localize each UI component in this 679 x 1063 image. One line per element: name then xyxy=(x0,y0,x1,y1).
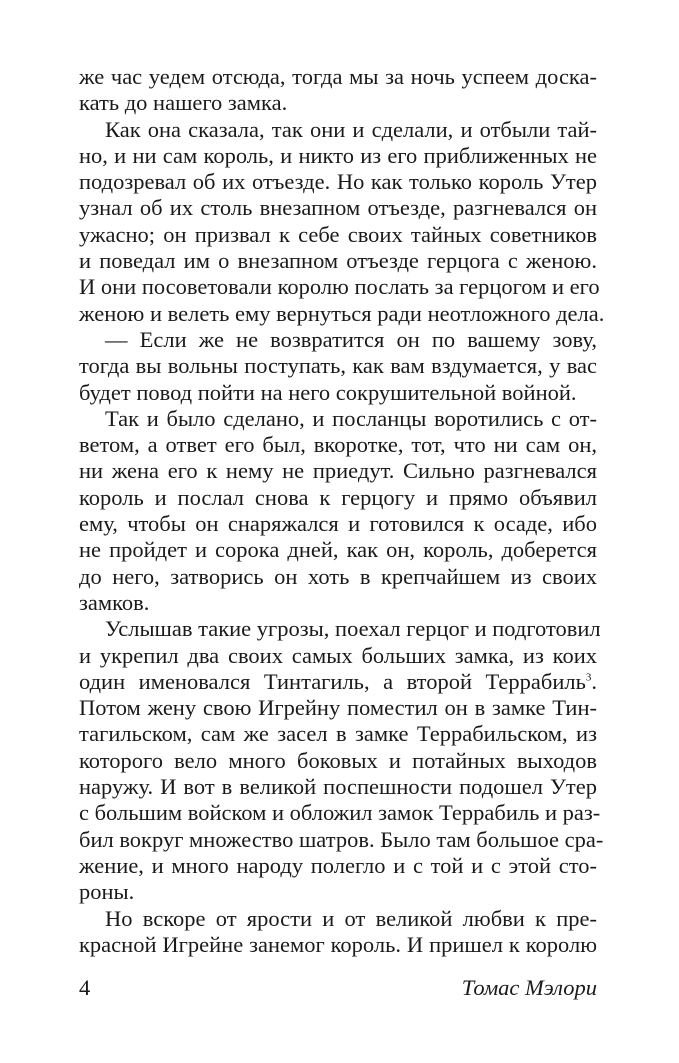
page-footer xyxy=(79,973,597,1003)
text-line: тогда вы вольны поступать, как вам вздумается, у вас xyxy=(79,353,597,379)
text-line: с большим войском и обложил замок Террабиль и раз- xyxy=(79,800,601,826)
paragraph-2 xyxy=(79,116,605,327)
text-line: Услышав такие угрозы, поехал герцог и подготовил xyxy=(105,616,601,642)
text-line: роны. xyxy=(79,879,135,905)
text-line: красной Игрейне занемог король. И пришел к королю xyxy=(79,931,597,957)
text-line: наружу. И вот в великой поспешности подошел Утер xyxy=(79,774,597,800)
text-line-with-footnote: один именовался Тинтагиль, а второй Террабиль$^3$. xyxy=(79,668,597,694)
paragraph-1 xyxy=(79,64,597,117)
text-line: Но вскоре от ярости и от великой любви к пре- xyxy=(105,905,597,931)
text-line: тагильском, сам же засел в замке Террабильском, из xyxy=(79,721,597,747)
text-line: до него, затворись он хоть в крепчайшем из своих xyxy=(79,563,597,589)
text-line: Так и было сделано, и посланцы воротились с от- xyxy=(105,405,597,431)
footnote-marker[interactable]: 3 xyxy=(585,671,592,684)
text-line: замков. xyxy=(79,589,150,615)
running-head-author: Томас Мэлори xyxy=(461,975,597,1000)
text-line: Как она сказала, так они и сделали, и отбыли тай- xyxy=(105,116,597,142)
text-line: будет повод пойти на него сокрушительной войной. xyxy=(79,379,577,405)
text-line: и укрепил два своих самых больших замка, из коих xyxy=(79,642,597,668)
text-line: же час уедем отсюда, тогда мы за ночь успеем доска- xyxy=(79,64,597,89)
text-line: ему, чтобы он снаряжался и готовился к осаде, ибо xyxy=(79,511,597,537)
text-line: Потом жену свою Игрейну поместил он в замке Тин- xyxy=(79,695,597,721)
text-line: И они посоветовали королю послать за герцогом и его xyxy=(79,274,600,300)
text-line: — Если же не возвратится он по вашему зову, xyxy=(105,326,597,352)
text-line: бил вокруг множество шатров. Было там большое сра- xyxy=(79,826,604,852)
page-body xyxy=(79,64,605,958)
text-line: и поведал им о внезапном отъезде герцога с женою. xyxy=(79,248,597,274)
page-number: 4 xyxy=(79,975,91,1000)
text-line: которого вело много боковых и потайных выходов xyxy=(79,747,597,773)
text-line: подозревал об их отъезде. Но как только король Утер xyxy=(79,169,597,195)
text-line: ужасно; он призвал к себе своих тайных советников xyxy=(79,221,597,247)
text-line: женою и велеть ему вернуться ради неотложного дела. xyxy=(79,300,605,326)
text-line: ни жена его к нему не приедут. Сильно разгневался xyxy=(79,458,597,484)
text-line: ветом, а ответ его был, вкоротке, тот, что ни сам он, xyxy=(79,432,597,458)
text-line: кать до нашего замка. xyxy=(79,90,288,116)
text-line: король и послал снова к герцогу и прямо объявил xyxy=(79,484,597,510)
paragraph-6 xyxy=(79,906,597,959)
text-segment: один именовался Тинтагиль, а второй Террабиль xyxy=(79,668,586,694)
text-line: не пройдет и сорока дней, как он, король, доберется xyxy=(79,537,597,563)
text-line: узнал об их столь внезапном отъезде, разгневался он xyxy=(79,195,597,221)
paragraph-5 xyxy=(79,616,604,905)
text-line: но, и ни сам король, и никто из его приближенных не xyxy=(79,142,597,168)
paragraph-3 xyxy=(79,327,597,406)
text-line: жение, и много народу полегло и с той и с этой сто- xyxy=(79,852,597,878)
paragraph-4 xyxy=(79,406,597,616)
